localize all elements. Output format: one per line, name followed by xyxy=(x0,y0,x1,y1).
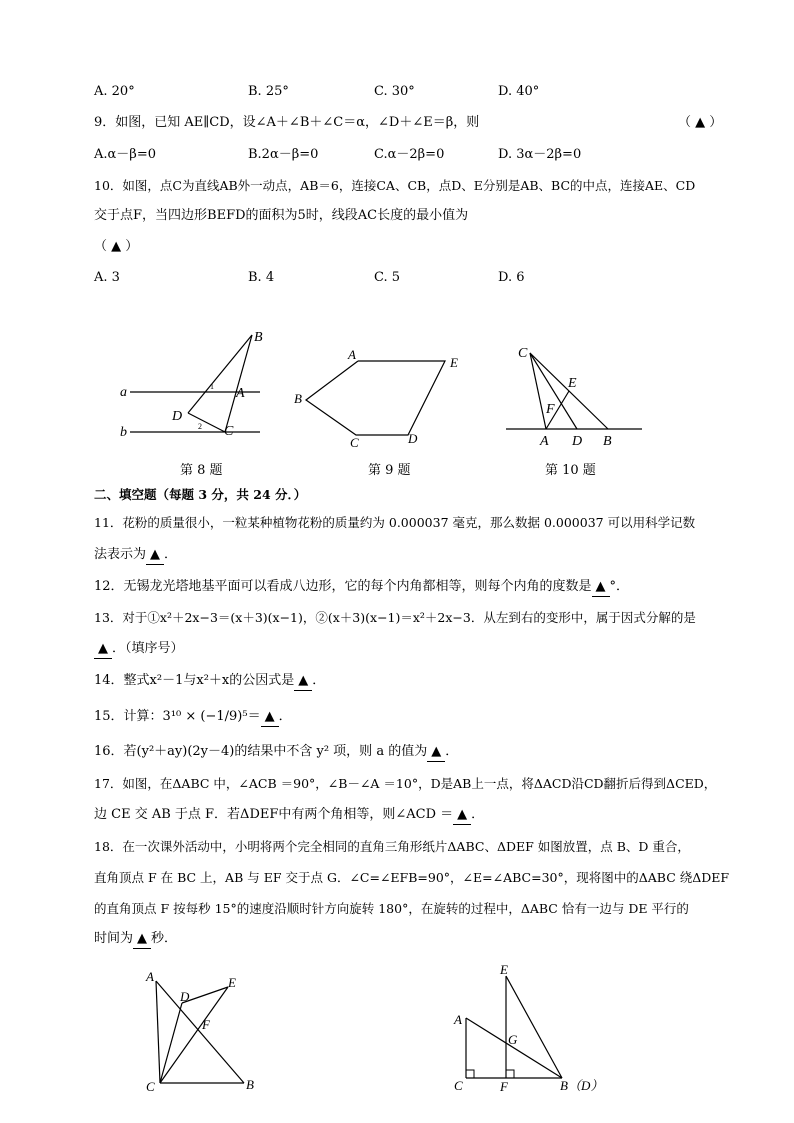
q11-text: 法表示为 xyxy=(94,547,147,562)
q17-line2 xyxy=(94,806,484,825)
segment-db xyxy=(188,335,252,413)
q17-end: ． xyxy=(471,807,485,822)
label-A: A xyxy=(540,434,549,449)
label-E: E xyxy=(500,962,508,977)
figure-8 xyxy=(110,325,280,445)
segment-dc xyxy=(188,413,225,432)
label-E: E xyxy=(228,975,236,990)
label-C: C xyxy=(454,1078,463,1093)
segment-bc xyxy=(225,335,252,432)
label-A: A xyxy=(454,1012,462,1027)
q9-option-a: A.α－β=0 xyxy=(94,147,156,162)
figure-9-caption: 第 9 题 xyxy=(368,463,411,478)
q14-text: 14．整式x²－1与x²＋x的公因式是 xyxy=(94,673,295,688)
q12-end: °． xyxy=(609,579,630,594)
q16-text: 16．若(y²＋ay)(2y－4)的结果中不含 y² 项，则 a 的值为 xyxy=(94,744,428,759)
q9-option-d: D. 3α－2β=0 xyxy=(498,147,582,162)
q11-line1: 11．花粉的质量很小，一粒某种植物花粉的质量约为 0.000037 毫克，那么数据 0.000037 可以用科学记数 xyxy=(94,515,696,530)
label-E: E xyxy=(568,376,577,391)
q13-line2 xyxy=(94,640,184,659)
q11-answer-blank: ▲ xyxy=(146,546,164,565)
segment-ce xyxy=(160,987,228,1083)
q10-line1: 10．如图，点C为直线AB外一动点，AB＝6，连接CA、CB，点D、E分别是AB、BC的中点，连接AE、CD xyxy=(94,178,696,193)
q18-line4 xyxy=(94,930,177,949)
label-B-D: B（D） xyxy=(560,1078,604,1093)
q15-text: 15．计算：3¹⁰ × (−1/9)⁵＝ xyxy=(94,709,261,724)
q15-end: ． xyxy=(278,709,292,724)
segment-ac xyxy=(156,981,160,1083)
figure-8-caption: 第 8 题 xyxy=(180,463,223,478)
q9-text: 9．如图，已知 AE∥CD，设∠A＋∠B＋∠C＝α，∠D＋∠E＝β，则 xyxy=(94,115,480,130)
segment-cd xyxy=(160,1003,182,1083)
figure-17 xyxy=(140,965,270,1095)
q8-option-a: A. 20° xyxy=(94,84,135,99)
label-D: D xyxy=(572,434,583,449)
q17-line1: 17．如图，在ΔABC 中，∠ACB ＝90°，∠B－∠A ＝10°，D是AB上一点，将ΔACD沿CD翻折后得到ΔCED， xyxy=(94,776,717,791)
q8-option-c: C. 30° xyxy=(374,84,415,99)
label-C: C xyxy=(350,435,359,450)
label-G: G xyxy=(508,1032,518,1047)
figure-18 xyxy=(450,962,610,1097)
q11-end: ． xyxy=(164,547,178,562)
q13-end: ．（填序号） xyxy=(112,641,184,656)
q10-option-d: D. 6 xyxy=(498,270,525,285)
q10-option-c: C. 5 xyxy=(374,270,401,285)
label-D: D xyxy=(180,989,190,1004)
label-C: C xyxy=(224,424,234,439)
figure-10-caption: 第 10 题 xyxy=(545,463,596,478)
figure-10 xyxy=(500,335,650,450)
label-1: 1 xyxy=(210,382,214,391)
q18-text: 时间为 xyxy=(94,931,134,946)
q15-answer-blank: ▲ xyxy=(261,708,279,727)
label-F: F xyxy=(202,1017,210,1032)
q10-answer-mark: （ ▲ ） xyxy=(94,239,139,254)
q8-option-b: B. 25° xyxy=(248,84,289,99)
q14-end: ． xyxy=(312,673,326,688)
right-angle-c xyxy=(466,1070,474,1078)
segment-eb xyxy=(506,976,562,1078)
q17-text: 边 CE 交 AB 于点 F．若ΔDEF中有两个角相等，则∠ACD ＝ xyxy=(94,807,454,822)
label-B: B xyxy=(246,1077,254,1092)
q9-option-c: C.α－2β=0 xyxy=(374,147,445,162)
q9-option-b: B.2α－β=0 xyxy=(248,147,319,162)
q13-answer-blank: ▲ xyxy=(94,640,112,659)
q8-option-d: D. 40° xyxy=(498,84,540,99)
q11-line2 xyxy=(94,546,177,565)
q13-line1: 13．对于①x²＋2x−3＝(x＋3)(x−1)，②(x＋3)(x−1)＝x²＋2x−3．从左到右的变形中，属于因式分解的是 xyxy=(94,610,696,625)
label-C: C xyxy=(518,346,528,361)
segment-ca xyxy=(530,353,546,429)
label-C: C xyxy=(146,1079,155,1094)
label-A: A xyxy=(236,386,245,401)
q14-answer-blank: ▲ xyxy=(294,672,312,691)
label-F: F xyxy=(500,1079,508,1094)
pentagon-outline xyxy=(306,361,445,435)
q14-line xyxy=(94,672,325,691)
q16-end: ． xyxy=(445,744,459,759)
section-2-heading: 二、填空题（每题 3 分，共 24 分．） xyxy=(94,487,307,502)
figure-9 xyxy=(290,345,470,455)
label-B: B xyxy=(294,391,302,406)
q12-text: 12．无锡龙光塔地基平面可以看成八边形，它的每个内角都相等，则每个内角的度数是 xyxy=(94,579,592,594)
q17-answer-blank: ▲ xyxy=(453,806,471,825)
label-a: a xyxy=(120,385,127,400)
label-D: D xyxy=(172,409,183,424)
q12-answer-blank: ▲ xyxy=(592,578,610,597)
label-2: 2 xyxy=(198,422,202,431)
q18-end: 秒． xyxy=(151,931,178,946)
label-E: E xyxy=(450,355,458,370)
right-angle-f xyxy=(506,1070,514,1078)
q18-line2: 直角顶点 F 在 BC 上，AB 与 EF 交于点 G．∠C=∠EFB=90°，∠E=∠ABC=30°，现将图中的ΔABC 绕ΔDEF xyxy=(94,870,730,885)
label-A: A xyxy=(348,347,356,362)
q16-answer-blank: ▲ xyxy=(427,743,445,762)
label-B: B xyxy=(603,434,612,449)
q10-line2: 交于点F，当四边形BEFD的面积为5时，线段AC长度的最小值为 xyxy=(94,208,469,223)
label-b: b xyxy=(120,425,127,440)
q12-line xyxy=(94,578,629,597)
q10-option-a: A. 3 xyxy=(94,270,120,285)
q18-line3: 的直角顶点 F 按每秒 15°的速度沿顺时针方向旋转 180°，在旋转的过程中，ΔABC 恰有一边与 DE 平行的 xyxy=(94,901,689,916)
segment-ab xyxy=(466,1018,562,1078)
q15-line xyxy=(94,708,292,727)
q16-line xyxy=(94,743,458,762)
label-B: B xyxy=(254,330,263,345)
label-F: F xyxy=(546,402,555,417)
q10-option-b: B. 4 xyxy=(248,270,275,285)
q9-answer-mark: （ ▲ ） xyxy=(678,115,723,130)
q18-line1: 18．在一次课外活动中，小明将两个完全相同的直角三角形纸片ΔABC、ΔDEF 如图放置，点 B、D 重合， xyxy=(94,839,690,854)
q18-answer-blank: ▲ xyxy=(133,930,151,949)
label-A: A xyxy=(146,969,154,984)
label-D: D xyxy=(408,431,418,446)
